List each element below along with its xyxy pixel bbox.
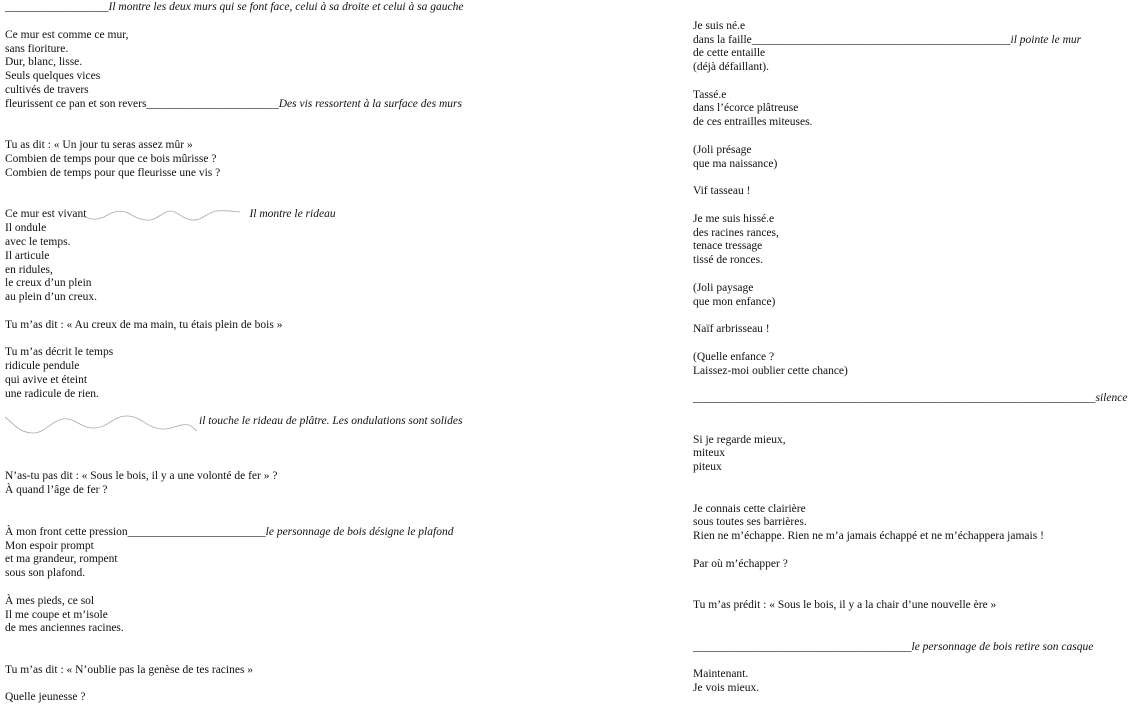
- verse-line: Vif tasseau !: [693, 185, 751, 197]
- verse-line: une radicule de rien.: [5, 388, 99, 400]
- verse-line: de mes anciennes racines.: [5, 622, 124, 634]
- verse-line: en ridules,: [5, 264, 53, 276]
- verse-line: Si je regarde mieux,: [693, 434, 786, 446]
- stage-direction: silence: [1095, 392, 1128, 404]
- stage-direction: Il montre le rideau: [249, 208, 336, 220]
- stage-direction: il pointe le mur: [1010, 34, 1082, 46]
- stage-direction-line: [5, 1, 463, 14]
- verse-line: (Quelle enfance ?: [693, 351, 775, 363]
- verse-line-with-direction: [5, 208, 336, 221]
- verse-line: Il ondule: [5, 222, 47, 234]
- curtain-wave-icon: [82, 208, 242, 222]
- verse-line: Je connais cette clairière: [693, 503, 806, 515]
- stage-direction: Des vis ressortent à la surface des murs: [278, 98, 462, 110]
- blank-rule: _______________________: [146, 98, 279, 110]
- stage-direction: il touche le rideau de plâtre. Les ondulations sont solides: [199, 415, 463, 427]
- verse-line: piteux: [693, 461, 722, 473]
- verse-line: de ces entrailles miteuses.: [693, 116, 813, 128]
- verse-line: de cette entaille: [693, 47, 766, 59]
- verse-line: Tu m’as prédit : « Sous le bois, il y a la chair d’une nouvelle ère »: [693, 599, 997, 611]
- wavy-curtain: [5, 415, 199, 428]
- verse-line: Je suis né.e: [693, 20, 746, 32]
- verse-line: dans l’écorce plâtreuse: [693, 102, 799, 114]
- verse-line: Tu m’as dit : « Au creux de ma main, tu étais plein de bois »: [5, 319, 283, 331]
- stage-direction-line: [693, 641, 1093, 654]
- verse-line: (Joli paysage: [693, 282, 754, 294]
- verse-line: (déjà défaillant).: [693, 61, 769, 73]
- verse-line: Dur, blanc, lisse.: [5, 56, 83, 68]
- curtain-wave-icon: [5, 413, 197, 435]
- stage-direction: le personnage de bois retire son casque: [911, 641, 1094, 653]
- blank-rule: ________________________: [127, 526, 266, 538]
- verse-line: et ma grandeur, rompent: [5, 553, 118, 565]
- verse-line: À quand l’âge de fer ?: [5, 484, 108, 496]
- verse-line: que ma naissance): [693, 158, 778, 170]
- verse-line: avec le temps.: [5, 236, 71, 248]
- verse-line: sous toutes ses barrières.: [693, 516, 807, 528]
- verse-line: miteux: [693, 447, 725, 459]
- verse-line: Quelle jeunesse ?: [5, 691, 86, 703]
- stage-direction-line: [5, 415, 462, 428]
- verse-line: Naïf arbrisseau !: [693, 323, 770, 335]
- verse-line: N’as-tu pas dit : « Sous le bois, il y a une volonté de fer » ?: [5, 470, 278, 482]
- verse-line: Combien de temps pour que ce bois mûrisse ?: [5, 153, 217, 165]
- verse-line: sous son plafond.: [5, 567, 86, 579]
- verse-line: sans fioriture.: [5, 43, 69, 55]
- verse-line: Seuls quelques vices: [5, 70, 101, 82]
- stage-direction: Il montre les deux murs qui se font face, celui à sa droite et celui à sa gauche: [108, 1, 464, 13]
- verse-line: Tassé.e: [693, 89, 727, 101]
- verse-line: Je vois mieux.: [693, 682, 760, 694]
- verse-line: ridicule pendule: [5, 360, 80, 372]
- stage-direction: le personnage de bois désigne le plafond: [265, 526, 454, 538]
- verse-line: Rien ne m’échappe. Rien ne m’a jamais échappé et ne m’échappera jamais !: [693, 530, 1044, 542]
- verse-text: dans la faille: [693, 34, 752, 46]
- verse-line: Mon espoir prompt: [5, 540, 94, 552]
- verse-line: Tu m’as décrit le temps: [5, 346, 114, 358]
- wavy-curtain: [86, 208, 249, 221]
- verse-text: À mon front cette pression: [5, 526, 128, 538]
- blank-rule: _____________________________________________: [751, 34, 1011, 46]
- verse-line-with-direction: [5, 98, 462, 111]
- verse-line: Par où m’échapper ?: [693, 558, 788, 570]
- verse-line: Laissez-moi oublier cette chance): [693, 365, 848, 377]
- blank-rule: ______________________________________________________________________: [693, 392, 1096, 404]
- blank-rule: __________________: [5, 1, 109, 13]
- verse-line: Tu as dit : « Un jour tu seras assez mûr »: [5, 139, 193, 151]
- verse-line: que mon enfance): [693, 296, 776, 308]
- verse-line: des racines rances,: [693, 227, 779, 239]
- verse-line-with-direction: [5, 526, 453, 539]
- verse-line: qui avive et éteint: [5, 374, 88, 386]
- verse-line: tenace tressage: [693, 240, 763, 252]
- verse-line: À mes pieds, ce sol: [5, 595, 95, 607]
- verse-line: Ce mur est comme ce mur,: [5, 29, 129, 41]
- verse-text: fleurissent ce pan et son revers: [5, 98, 147, 110]
- verse-line: Maintenant.: [693, 668, 749, 680]
- verse-line: Je me suis hissé.e: [693, 213, 775, 225]
- verse-line: Tu m’as dit : « N’oublie pas la genèse de tes racines »: [5, 664, 254, 676]
- verse-line-with-direction: [693, 34, 1081, 47]
- blank-rule: ______________________________________: [693, 641, 912, 653]
- verse-line: au plein d’un creux.: [5, 291, 97, 303]
- verse-line: le creux d’un plein: [5, 277, 92, 289]
- verse-line: Il articule: [5, 250, 50, 262]
- verse-line: Il me coupe et m’isole: [5, 609, 108, 621]
- verse-line: (Joli présage: [693, 144, 752, 156]
- verse-line: Combien de temps pour que fleurisse une vis ?: [5, 167, 221, 179]
- stage-direction-line: [693, 392, 1127, 405]
- verse-line: cultivés de travers: [5, 84, 89, 96]
- verse-text: Ce mur est vivant: [5, 208, 87, 220]
- verse-line: tissé de ronces.: [693, 254, 763, 266]
